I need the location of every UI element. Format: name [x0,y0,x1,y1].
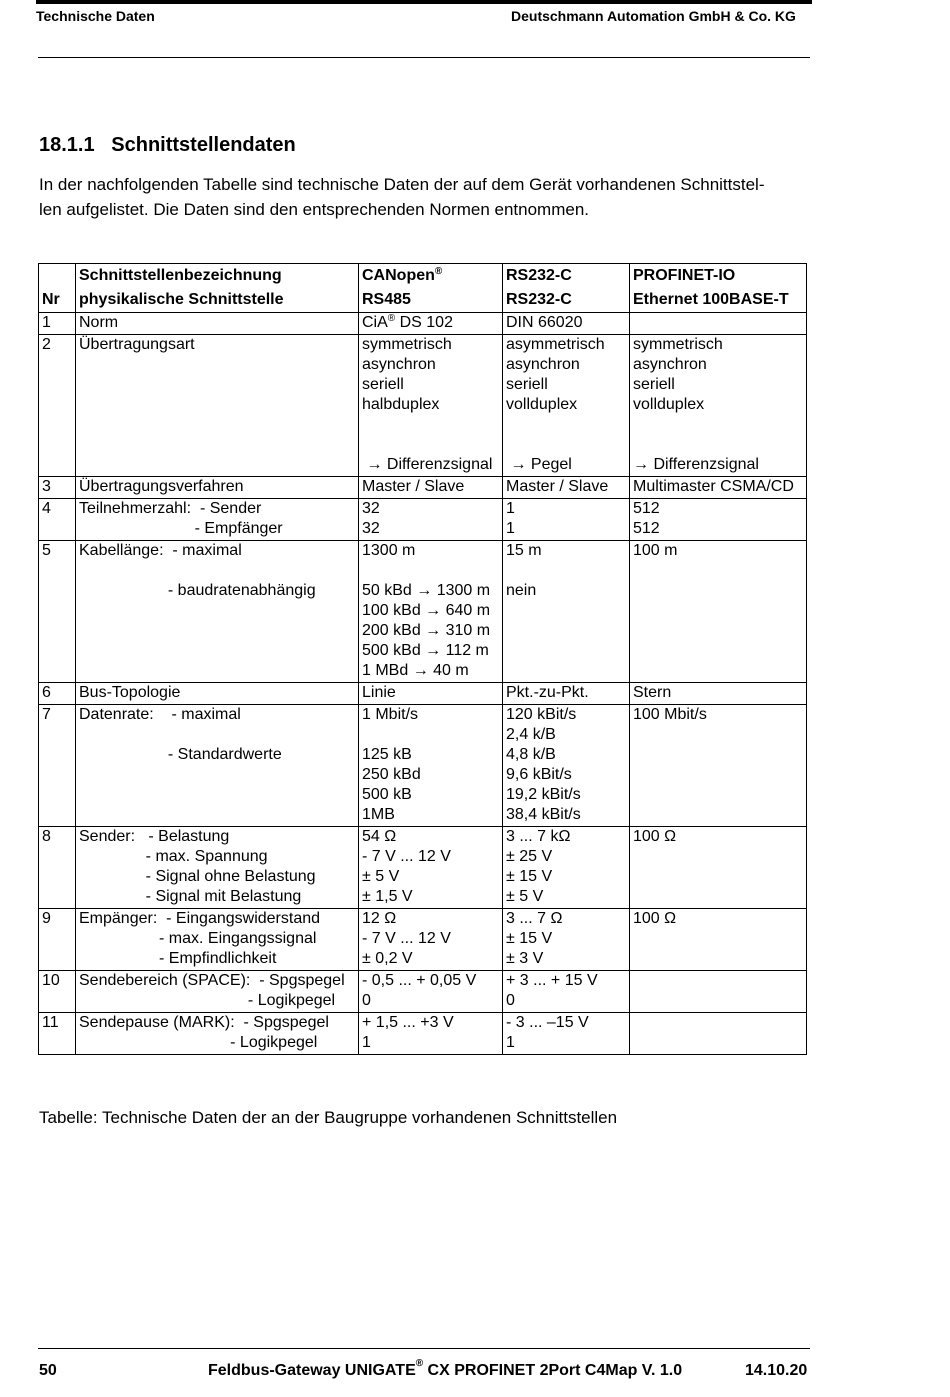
header-cell-nr: Nr [39,290,76,313]
header-cell-profinet: Ethernet 100BASE-T [630,290,807,313]
cell-rs232: asymmetrisch asynchron seriell vollduplex → Pegel [503,335,630,477]
cell-canopen: 32 32 [359,499,503,541]
cell-rs232: + 3 ... + 15 V 0 [503,971,630,1013]
cell-nr: 2 [39,335,76,477]
cell-label: Sendepause (MARK): - Spgspegel - Logikpegel [76,1013,359,1055]
cell-canopen: 1 Mbit/s 125 kB 250 kBd 500 kB 1MB [359,705,503,827]
cell-nr: 4 [39,499,76,541]
cell-rs232: DIN 66020 [503,313,630,335]
cell-rs232: 15 m nein [503,541,630,683]
cell-canopen: Linie [359,683,503,705]
cell-profinet [630,971,807,1013]
table-row [39,313,807,335]
table-row [39,477,807,499]
cell-label: Übertragungsart [76,335,359,477]
cell-profinet: 512 512 [630,499,807,541]
table-header-row-2 [39,290,807,313]
cell-nr: 1 [39,313,76,335]
cell-rs232: Pkt.-zu-Pkt. [503,683,630,705]
cell-nr: 6 [39,683,76,705]
cell-profinet: 100 m [630,541,807,683]
table-row [39,971,807,1013]
cell-label: Sendebereich (SPACE): - Spgspegel - Logikpegel [76,971,359,1013]
header-right: Deutschmann Automation GmbH & Co. KG [511,8,796,24]
cell-profinet: Multimaster CSMA/CD [630,477,807,499]
header-rule [38,57,810,58]
cell-label: Teilnehmerzahl: - Sender - Empfänger [76,499,359,541]
cell-profinet [630,313,807,335]
table-header-row-1 [39,264,807,291]
cell-profinet: 100 Mbit/s [630,705,807,827]
table-row [39,683,807,705]
interface-data-table [38,263,807,1055]
header-cell-rs232: RS232-C [503,264,630,291]
table-row [39,499,807,541]
cell-nr: 3 [39,477,76,499]
table-caption: Tabelle: Technische Daten der an der Baugruppe vorhandenen Schnittstellen [39,1108,618,1127]
cell-nr: 5 [39,541,76,683]
cell-profinet: symmetrisch asynchron seriell vollduplex → Differenzsignal [630,335,807,477]
cell-rs232: 3 ... 7 kΩ ± 25 V ± 15 V ± 5 V [503,827,630,909]
cell-profinet: Stern [630,683,807,705]
intro-paragraph: In der nachfolgenden Tabelle sind technische Daten der auf dem Gerät vorhandenen Schnittstel- len aufgelistet. Die Daten sind den entsprechenden Normen entnommen. [39,175,765,219]
section-heading [39,134,296,157]
cell-rs232: 1 1 [503,499,630,541]
cell-canopen: 12 Ω - 7 V ... 12 V ± 0,2 V [359,909,503,971]
cell-canopen: symmetrisch asynchron seriell halbduplex → Differenzsignal [359,335,503,477]
cell-profinet: 100 Ω [630,827,807,909]
cell-profinet: 100 Ω [630,909,807,971]
table-row [39,1013,807,1055]
cell-label: Norm [76,313,359,335]
header-cell-nr [39,264,76,291]
cell-label: Kabellänge: - maximal - baudratenabhängig [76,541,359,683]
cell-nr: 8 [39,827,76,909]
cell-canopen: 1300 m 50 kBd → 1300 m 100 kBd → 640 m 200 kBd → 310 m 500 kBd → 112 m 1 MBd → 40 m [359,541,503,683]
cell-label: Empänger: - Eingangswiderstand - max. Eingangssignal - Empfindlichkeit [76,909,359,971]
cell-canopen: + 1,5 ... +3 V 1 [359,1013,503,1055]
table-row [39,827,807,909]
footer-rule [38,1348,810,1349]
cell-label: Bus-Topologie [76,683,359,705]
header-cell-rs232: RS232-C [503,290,630,313]
header-left: Technische Daten [36,8,155,24]
cell-label: Datenrate: - maximal - Standardwerte [76,705,359,827]
cell-nr: 7 [39,705,76,827]
cell-rs232: 3 ... 7 Ω ± 15 V ± 3 V [503,909,630,971]
cell-canopen: CiA® DS 102 [359,313,503,335]
section-title: Schnittstellendaten [111,134,296,156]
table-row [39,335,807,477]
cell-canopen: Master / Slave [359,477,503,499]
header-cell-label: Schnittstellenbezeichnung [76,264,359,291]
cell-rs232: 120 kBit/s 2,4 k/B 4,8 k/B 9,6 kBit/s 19,2 kBit/s 38,4 kBit/s [503,705,630,827]
cell-profinet [630,1013,807,1055]
table-row [39,909,807,971]
header-top-bar [36,0,812,4]
footer-title: Feldbus-Gateway UNIGATE® CX PROFINET 2Port C4Map V. 1.0 [208,1358,683,1379]
cell-canopen: 54 Ω - 7 V ... 12 V ± 5 V ± 1,5 V [359,827,503,909]
cell-nr: 9 [39,909,76,971]
cell-canopen: - 0,5 ... + 0,05 V 0 [359,971,503,1013]
cell-rs232: Master / Slave [503,477,630,499]
table-row [39,541,807,683]
footer-page-number: 50 [39,1362,57,1379]
header-cell-label: physikalische Schnittstelle [76,290,359,313]
table-row [39,705,807,827]
cell-label: Sender: - Belastung - max. Spannung - Signal ohne Belastung - Signal mit Belastung [76,827,359,909]
section-number: 18.1.1 [39,134,95,156]
cell-nr: 11 [39,1013,76,1055]
cell-label: Übertragungsverfahren [76,477,359,499]
header-cell-canopen: RS485 [359,290,503,313]
header-cell-profinet: PROFINET-IO [630,264,807,291]
cell-rs232: - 3 ... –15 V 1 [503,1013,630,1055]
footer-date: 14.10.20 [745,1362,808,1379]
cell-nr: 10 [39,971,76,1013]
header-cell-canopen: CANopen® [359,264,503,291]
